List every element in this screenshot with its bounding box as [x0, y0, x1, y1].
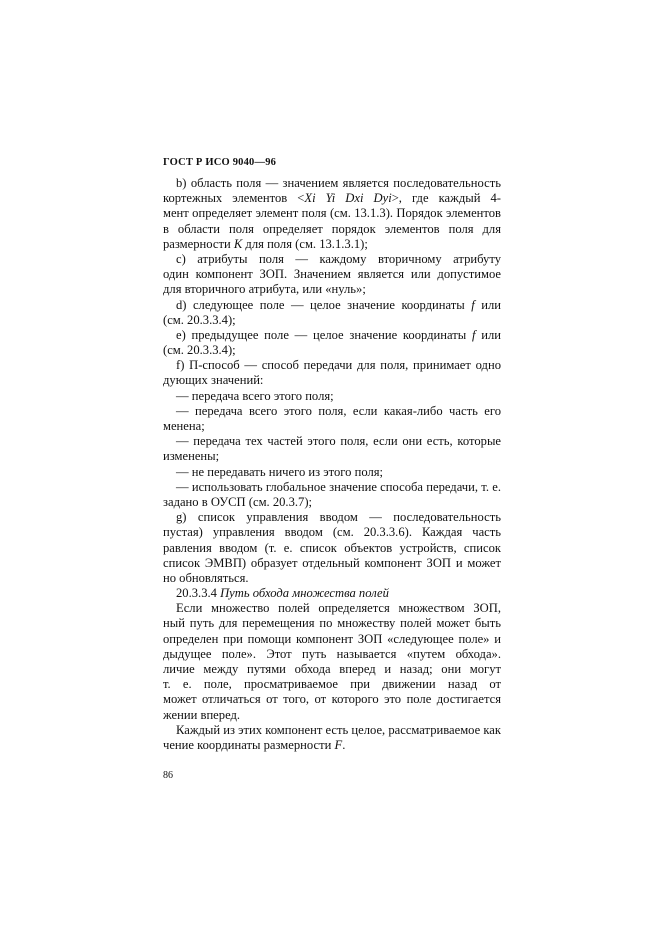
text-segment: b) область поля — значением является последовательность — [176, 176, 501, 190]
text-line — [163, 647, 501, 662]
body-text — [163, 176, 501, 753]
text-segment: пустая) управления вводом (см. 20.3.3.6). Каждая часть — [163, 525, 501, 540]
italic-text: F — [334, 737, 343, 752]
text-line — [163, 373, 501, 388]
text-line — [163, 434, 501, 449]
text-line — [163, 495, 501, 510]
text-segment: изменены; — [163, 449, 220, 464]
text-line — [163, 449, 501, 464]
document-header: ГОСТ Р ИСО 9040—96 — [163, 157, 277, 168]
text-segment: мент определяет элемент поля (см. 13.1.3). Порядок элементов — [163, 206, 501, 221]
text-line — [163, 404, 501, 419]
text-line — [163, 252, 501, 267]
text-segment: 20.3.3.4 — [176, 586, 221, 601]
text-segment: — передача тех частей этого поля, если они есть, которые — [176, 434, 501, 449]
text-line — [163, 632, 501, 647]
text-line — [163, 601, 501, 616]
text-segment: или — [481, 297, 501, 312]
text-line — [163, 677, 501, 692]
text-line — [163, 328, 501, 343]
text-line — [163, 298, 501, 313]
text-line — [163, 510, 501, 525]
text-line — [163, 267, 501, 282]
text-segment: определен при помощи компонент ЗОП «следующее поле» и — [163, 631, 501, 646]
text-segment: т. е. поле, просматриваемое при движении назад от — [163, 677, 501, 692]
text-segment: (см. 20.3.3.4); — [163, 312, 236, 327]
text-segment: дующих значений: — [163, 373, 264, 388]
text-segment: Каждый из этих компонент есть целое, рассматриваемое как — [176, 722, 501, 737]
text-segment: задано в ОУСП (см. 20.3.7); — [163, 494, 313, 509]
text-line — [163, 419, 501, 434]
italic-text: K — [233, 236, 243, 251]
text-segment: >, где каждый 4- — [391, 191, 501, 206]
text-line — [163, 465, 501, 480]
text-segment: равления вводом (т. е. список объектов устройств, список — [163, 540, 501, 555]
text-line — [163, 525, 501, 540]
text-segment: кортежных элементов < — [163, 191, 305, 206]
text-segment: или — [481, 327, 501, 342]
text-line — [163, 358, 501, 373]
text-line — [163, 480, 501, 495]
text-segment: g) список управления вводом — последовательность — [176, 510, 501, 525]
text-segment: жении вперед. — [163, 707, 241, 722]
text-segment: но обновляться. — [163, 570, 249, 585]
text-line — [163, 738, 501, 753]
text-segment: e) предыдущее поле — целое значение координаты — [176, 327, 472, 342]
text-segment: чение координаты размерности — [163, 737, 335, 752]
text-line — [163, 191, 501, 206]
text-line — [163, 662, 501, 677]
text-segment: один компонент ЗОП. Значением является или допустимое — [163, 267, 501, 282]
text-segment: для поля (см. 13.1.3.1); — [242, 236, 368, 251]
text-segment: может отличаться от того, от которого это поле достигается — [163, 692, 501, 707]
text-line — [163, 556, 501, 571]
text-segment: — использовать глобальное значение способа передачи, т. е. — [176, 479, 501, 494]
text-line — [163, 708, 501, 723]
text-line — [163, 723, 501, 738]
text-segment: в области поля определяет порядок элементов поля для — [163, 221, 501, 236]
text-segment: . — [342, 737, 346, 752]
text-line — [163, 571, 501, 586]
text-segment: — не передавать ничего из этого поля; — [176, 464, 384, 479]
text-segment: d) следующее поле — целое значение координаты — [176, 297, 472, 312]
italic-text: f — [471, 327, 476, 342]
text-line — [163, 237, 501, 252]
text-segment: личие между путями обхода вперед и назад; они могут — [163, 662, 501, 676]
text-segment: — передача всего этого поля; — [176, 388, 334, 403]
text-segment: (см. 20.3.3.4); — [163, 343, 236, 358]
text-line — [163, 206, 501, 221]
text-segment: f) П-способ — способ передачи для поля, принимает одно — [176, 358, 501, 373]
text-segment: Если множество полей определяется множеством ЗОП, — [176, 601, 501, 616]
text-line — [163, 692, 501, 707]
text-segment: размерности — [163, 236, 234, 251]
text-line — [163, 282, 501, 297]
text-line — [163, 389, 501, 404]
page-number: 86 — [163, 770, 173, 781]
text-line — [163, 616, 501, 631]
text-segment: ный путь для перемещения по множеству полей может быть — [163, 616, 501, 631]
text-line — [163, 343, 501, 358]
text-segment: для вторичного атрибута, или «нуль»; — [163, 282, 366, 297]
text-line — [163, 586, 501, 601]
italic-text: f — [471, 297, 475, 312]
text-line — [163, 541, 501, 556]
italic-text: Путь обхода множества полей — [220, 586, 389, 601]
text-line — [163, 222, 501, 237]
text-segment: — передача всего этого поля, если какая-либо часть его — [176, 403, 501, 418]
text-line — [163, 313, 501, 328]
italic-text: Xi Yi Dxi Dyi — [304, 191, 392, 206]
text-segment: дыдущее поле». Этот путь называется «путем обхода». — [163, 646, 501, 661]
text-segment: c) атрибуты поля — каждому вторичному атрибуту — [176, 251, 501, 266]
text-segment: список ЭМВП) образует отдельный компонент ЗОП и может — [163, 555, 501, 570]
text-segment: менена; — [163, 419, 205, 433]
text-line — [163, 176, 501, 191]
